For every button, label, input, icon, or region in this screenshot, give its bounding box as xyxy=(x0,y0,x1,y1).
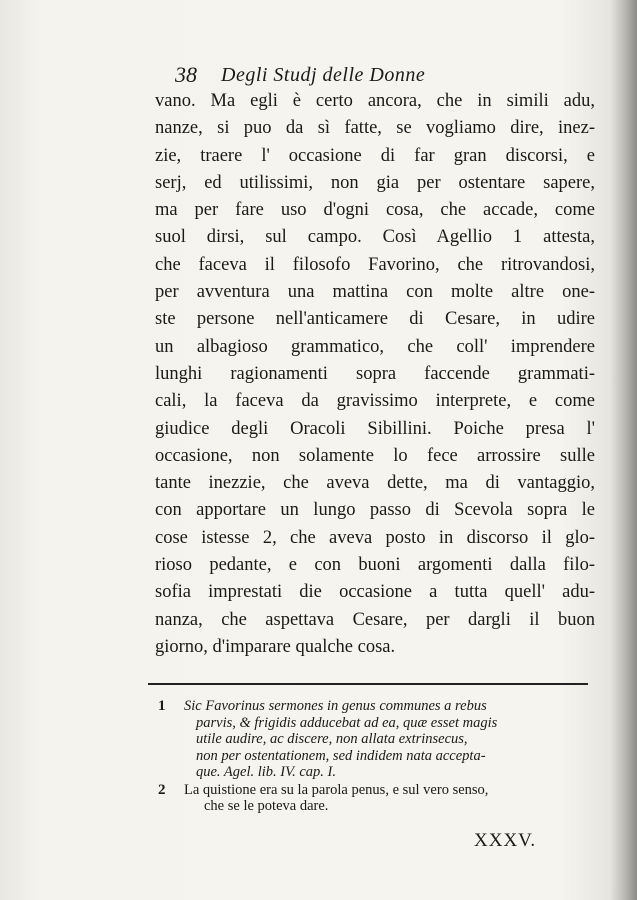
text-line: zie, traere l' occasione di far gran discorsi, e xyxy=(155,145,595,166)
text-line: ste persone nell'anticamere di Cesare, in udire xyxy=(155,309,595,330)
footnote-text xyxy=(184,698,598,781)
text-line: tante inezzie, che aveva dette, ma di vantaggio, xyxy=(155,473,595,494)
footnote-line: que. Agel. lib. IV. cap. I. xyxy=(196,764,337,780)
footnote-divider xyxy=(148,683,588,685)
text-line: nanze, si puo da sì fatte, se vogliamo dire, inez- xyxy=(155,118,595,139)
text-line: giorno, d'imparare qualche cosa. xyxy=(155,636,396,657)
text-line: che faceva il filosofo Favorino, che ritrovandosi, xyxy=(155,254,595,275)
text-line: un albagioso grammatico, che coll' imprendere xyxy=(155,336,595,357)
footnote-text xyxy=(184,782,598,815)
text-line: vano. Ma egli è certo ancora, che in simili adu, xyxy=(155,91,595,111)
text-line: suol dirsi, sul campo. Così Agellio 1 attesta, xyxy=(155,227,595,248)
text-line: ma per fare uso d'ogni cosa, che accade, come xyxy=(155,200,595,221)
text-line: per avventura una mattina con molte altre one- xyxy=(155,282,595,303)
footnote-mark: 2 xyxy=(158,781,166,798)
footnote-2 xyxy=(158,782,598,815)
text-line: cose istesse 2, che aveva posto in discorso il glo- xyxy=(155,527,595,548)
text-line: rioso pedante, e con buoni argomenti dalla filo- xyxy=(155,555,595,576)
text-line: lunghi ragionamenti sopra faccende grammati- xyxy=(155,363,595,384)
footnotes xyxy=(158,698,598,815)
footnote-line: parvis, & frigidis adducebat ad ea, quæ esset magis xyxy=(196,714,498,731)
text-line: serj, ed utilissimi, non gia per ostentare sapere, xyxy=(155,172,595,193)
text-line: con apportare un lungo passo di Scevola sopra le xyxy=(155,500,595,521)
footnote-mark: 1 xyxy=(158,698,166,714)
footnote-line: La quistione era su la parola penus, e sul vero senso, xyxy=(184,781,489,798)
body-text xyxy=(155,88,595,661)
text-line: giudice degli Oracoli Sibillini. Poiche presa l' xyxy=(155,418,595,439)
text-line: sofia imprestati die occasione a tutta quell' adu- xyxy=(155,582,595,603)
footnote-line: Sic Favorinus sermones in genus communes a rebus xyxy=(184,698,487,714)
footnote-1 xyxy=(158,698,598,781)
footnote-line: utile audire, ac discere, non allata extrinsecus, xyxy=(196,731,468,747)
signature-mark: XXXV. xyxy=(474,830,537,851)
running-title: Degli Studj delle Donne xyxy=(221,64,426,86)
footnote-line: che se le poteva dare. xyxy=(204,798,329,814)
page-header xyxy=(175,62,535,90)
text-line: cali, la faceva da gravissimo interprete, e come xyxy=(155,391,595,412)
text-line: occasione, non solamente lo fece arrossire sulle xyxy=(155,445,595,466)
text-line: nanza, che aspettava Cesare, per dargli il buon xyxy=(155,609,595,630)
page-number: 38 xyxy=(175,62,197,87)
footnote-line: non per ostentationem, sed indidem nata accepta- xyxy=(196,747,486,764)
